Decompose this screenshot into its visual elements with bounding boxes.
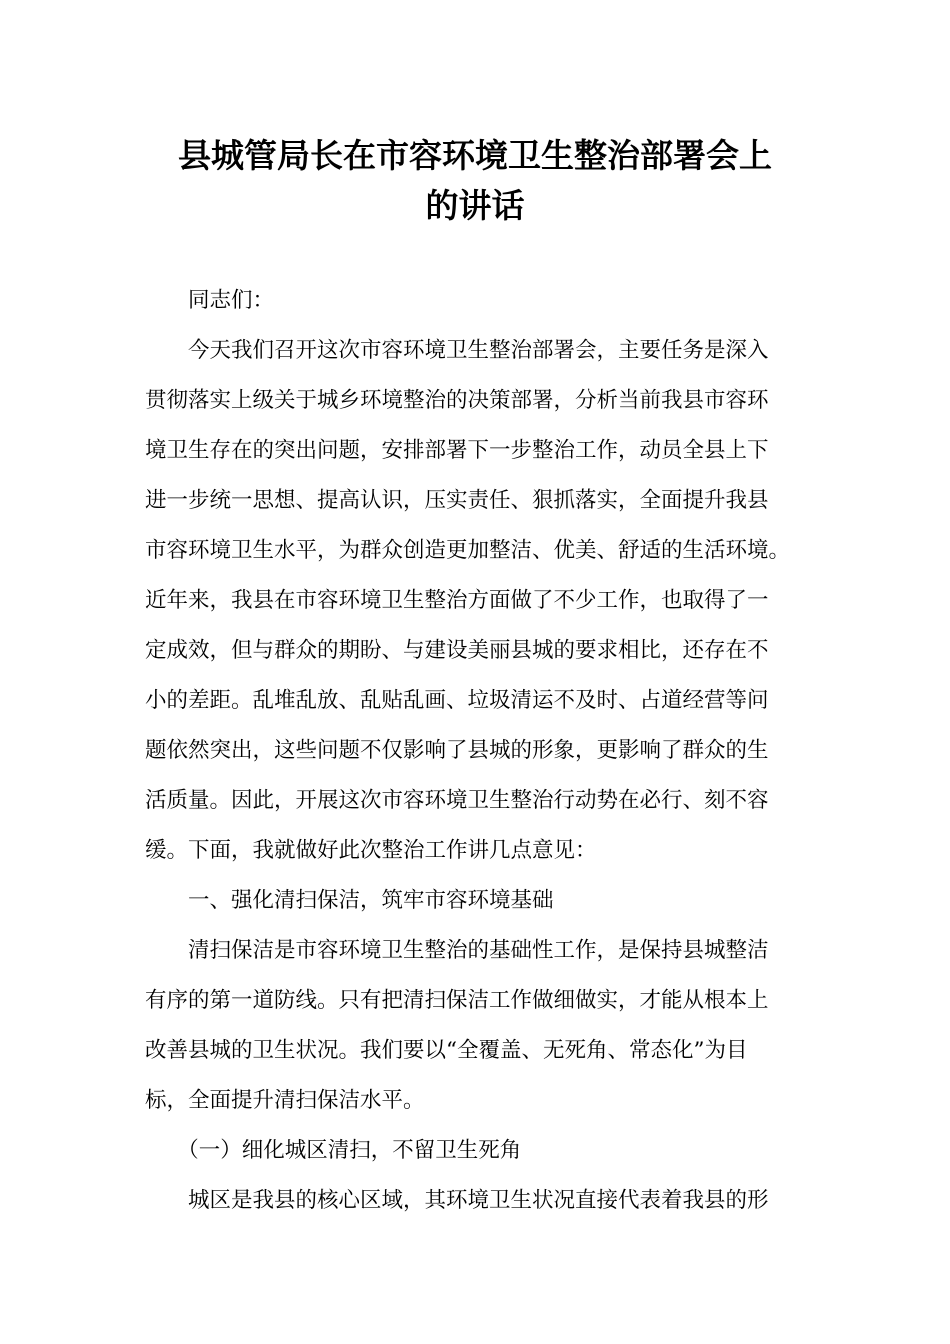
body-line: 题依然突出，这些问题不仅影响了县城的形象，更影响了群众的生 [145, 738, 769, 763]
body-line: 市容环境卫生水平，为群众创造更加整洁、优美、舒适的生活环境。 [145, 538, 791, 563]
body-line: 贯彻落实上级关于城乡环境整治的决策部署，分析当前我县市容环 [145, 388, 769, 413]
body-line: 近年来，我县在市容环境卫生整治方面做了不少工作，也取得了一 [145, 588, 769, 613]
body-line: 今天我们召开这次市容环境卫生整治部署会，主要任务是深入 [145, 338, 769, 363]
body-line: 定成效，但与群众的期盼、与建设美丽县城的要求相比，还存在不 [145, 638, 769, 663]
body-line: 改善县城的卫生状况。我们要以“全覆盖、无死角、常态化”为目 [145, 1038, 748, 1063]
body-line: 进一步统一思想、提高认识，压实责任、狠抓落实，全面提升我县 [145, 488, 769, 513]
body-line: 境卫生存在的突出问题，安排部署下一步整治工作，动员全县上下 [145, 438, 769, 463]
body-line: 标，全面提升清扫保洁水平。 [145, 1088, 425, 1113]
body-line: 清扫保洁是市容环境卫生整治的基础性工作，是保持县城整洁 [145, 938, 769, 963]
section-heading-1: 一、强化清扫保洁，筑牢市容环境基础 [145, 888, 554, 913]
document-title-line-1: 县城管局长在市容环境卫生整治部署会上 [178, 136, 772, 175]
subsection-heading-1-1: （一）细化城区清扫，不留卫生死角 [145, 1138, 522, 1163]
body-line-greeting: 同志们： [145, 288, 275, 313]
document-title-line-2: 的讲话 [425, 186, 525, 225]
body-line: 缓。下面，我就做好此次整治工作讲几点意见： [145, 838, 597, 863]
body-line: 活质量。因此，开展这次市容环境卫生整治行动势在必行、刻不容 [145, 788, 769, 813]
body-line: 有序的第一道防线。只有把清扫保洁工作做细做实，才能从根本上 [145, 988, 769, 1013]
body-line: 小的差距。乱堆乱放、乱贴乱画、垃圾清运不及时、占道经营等问 [145, 688, 769, 713]
body-line: 城区是我县的核心区域，其环境卫生状况直接代表着我县的形 [145, 1188, 769, 1213]
